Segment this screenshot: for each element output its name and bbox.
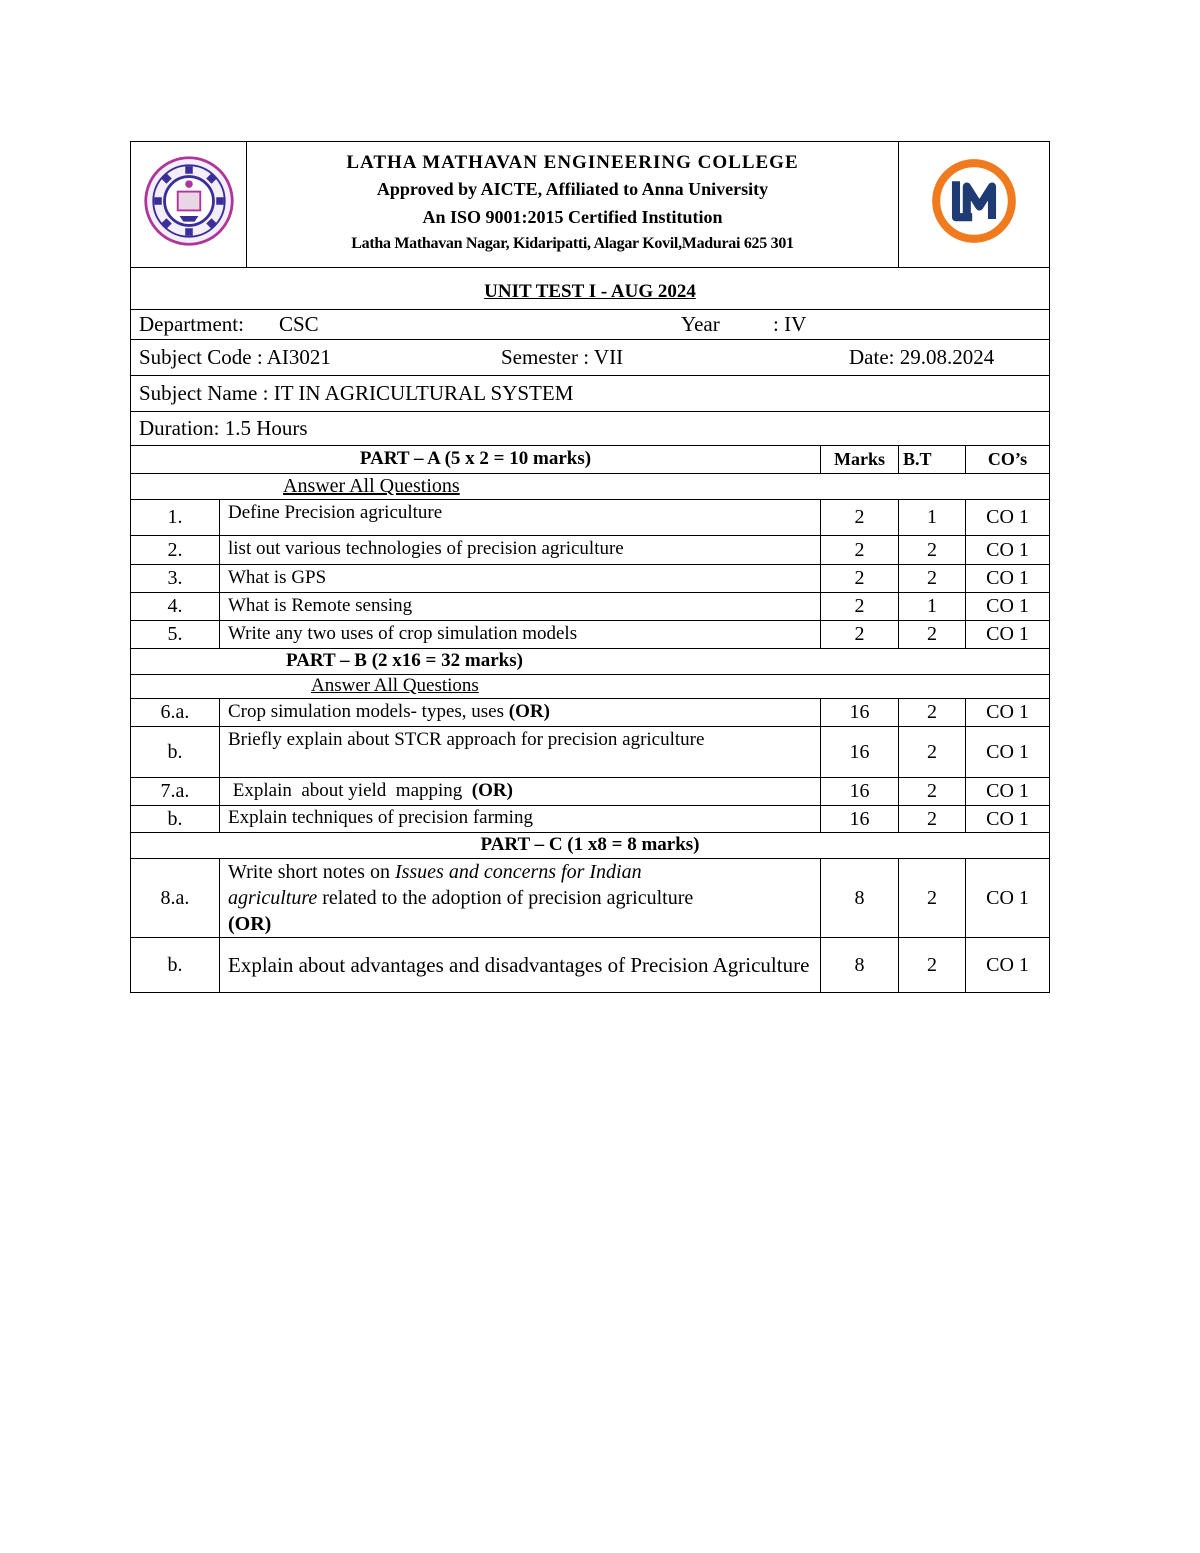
question-number: 3. [131,564,220,592]
duration: Duration: 1.5 Hours [131,411,1050,445]
question-marks: 16 [821,805,899,832]
or-marker: (OR) [508,700,550,722]
question-text-lead: Write short notes on [228,860,395,883]
question-text-tail: related to the adoption of precision agriculture [317,886,694,909]
college-address: Latha Mathavan Nagar, Kidaripatti, Alagar Kovil,Madurai 625 301 [351,234,794,252]
part-a-instruction: Answer All Questions [283,475,460,498]
question-text: Explain about advantages and disadvantages of Precision Agriculture [220,937,821,992]
question-number: b. [131,937,220,992]
column-marks: Marks [821,445,899,473]
subject-name: Subject Name : IT IN AGRICULTURAL SYSTEM [131,375,1050,411]
year-label: Year [681,311,720,336]
question-marks: 2 [821,564,899,592]
question-text: What is GPS [220,564,821,592]
question-row [131,535,1050,564]
question-marks: 2 [821,620,899,648]
question-marks: 16 [821,698,899,726]
question-co: CO 1 [966,937,1050,992]
question-text: Briefly explain about STCR approach for precision agriculture [220,726,821,777]
subject-name-row [131,375,1050,411]
question-text: What is Remote sensing [220,592,821,620]
subject-code: Subject Code : AI3021 [139,344,331,369]
exam-date: Date: 29.08.2024 [849,344,995,369]
question-text: Write any two uses of crop simulation models [220,620,821,648]
question-co: CO 1 [966,499,1050,535]
college-iso: An ISO 9001:2015 Certified Institution [422,206,723,227]
year-value: : IV [773,311,807,336]
question-row [131,620,1050,648]
question-co: CO 1 [966,564,1050,592]
question-row [131,858,1050,937]
question-text: list out various technologies of precision agriculture [220,535,821,564]
question-paper [130,141,1049,993]
college-header-text [247,142,899,268]
column-bt: B.T [899,445,966,473]
question-marks: 2 [821,592,899,620]
part-b-instruction-row [131,674,1050,698]
question-co: CO 1 [966,535,1050,564]
question-number: b. [131,805,220,832]
question-row [131,698,1050,726]
question-text: Define Precision agriculture [220,499,821,535]
or-marker: (OR) [471,779,513,801]
part-a-header-row [131,445,1050,473]
question-marks: 8 [821,937,899,992]
question-co: CO 1 [966,777,1050,805]
question-bt: 2 [899,620,966,648]
question-number: 1. [131,499,220,535]
part-b-instruction: Answer All Questions [311,674,479,696]
question-co: CO 1 [966,592,1050,620]
college-name: LATHA MATHAVAN ENGINEERING COLLEGE [346,152,799,173]
part-b-header-row [131,648,1050,674]
college-approval: Approved by AICTE, Affiliated to Anna University [376,178,769,199]
college-seal-cell [131,142,247,268]
question-number: 7.a. [131,777,220,805]
subject-code-row [131,339,1050,375]
question-text-emphasis: Issues and concerns for Indian [394,860,642,883]
question-number: 2. [131,535,220,564]
question-number: 4. [131,592,220,620]
semester: Semester : VII [501,344,624,369]
college-header-row [131,142,1050,268]
question-marks: 2 [821,535,899,564]
part-b-title: PART – B (2 x16 = 32 marks) [131,648,1050,674]
question-co: CO 1 [966,620,1050,648]
part-a-title: PART – A (5 x 2 = 10 marks) [131,445,821,473]
question-bt: 2 [899,777,966,805]
part-c-header-row [131,832,1050,858]
question-marks: 8 [821,858,899,937]
lm-logo-cell [899,142,1050,268]
question-text: Crop simulation models- types, uses [228,700,509,722]
question-bt: 2 [899,726,966,777]
question-row [131,937,1050,992]
duration-row [131,411,1050,445]
department-row [131,309,1050,339]
question-number: b. [131,726,220,777]
part-c-title: PART – C (1 x8 = 8 marks) [131,832,1050,858]
question-text: Explain techniques of precision farming [220,805,821,832]
question-bt: 1 [899,499,966,535]
question-bt: 2 [899,858,966,937]
exam-title-row [131,267,1050,309]
question-bt: 1 [899,592,966,620]
question-marks: 16 [821,777,899,805]
question-number: 5. [131,620,220,648]
question-text: Explain about yield mapping [228,779,472,801]
question-co: CO 1 [966,698,1050,726]
question-bt: 2 [899,564,966,592]
question-number: 6.a. [131,698,220,726]
question-bt: 2 [899,535,966,564]
question-marks: 2 [821,499,899,535]
question-marks: 16 [821,726,899,777]
question-text-emphasis: agriculture [228,886,318,909]
lm-logo [929,156,1019,246]
department-label: Department: [139,311,244,336]
column-cos: CO’s [966,445,1050,473]
department-value: CSC [279,311,319,336]
question-paper-table [130,141,1050,993]
question-co: CO 1 [966,805,1050,832]
question-bt: 2 [899,805,966,832]
question-bt: 2 [899,698,966,726]
question-row [131,777,1050,805]
question-text [220,858,821,937]
question-row [131,499,1050,535]
question-bt: 2 [899,937,966,992]
question-row [131,564,1050,592]
part-a-instruction-row [131,473,1050,499]
college-seal-logo [142,154,236,248]
question-co: CO 1 [966,726,1050,777]
question-co: CO 1 [966,858,1050,937]
exam-title: UNIT TEST I - AUG 2024 [484,280,696,302]
question-row [131,592,1050,620]
question-row [131,726,1050,777]
or-marker: (OR) [228,912,272,935]
question-row [131,805,1050,832]
question-number: 8.a. [131,858,220,937]
